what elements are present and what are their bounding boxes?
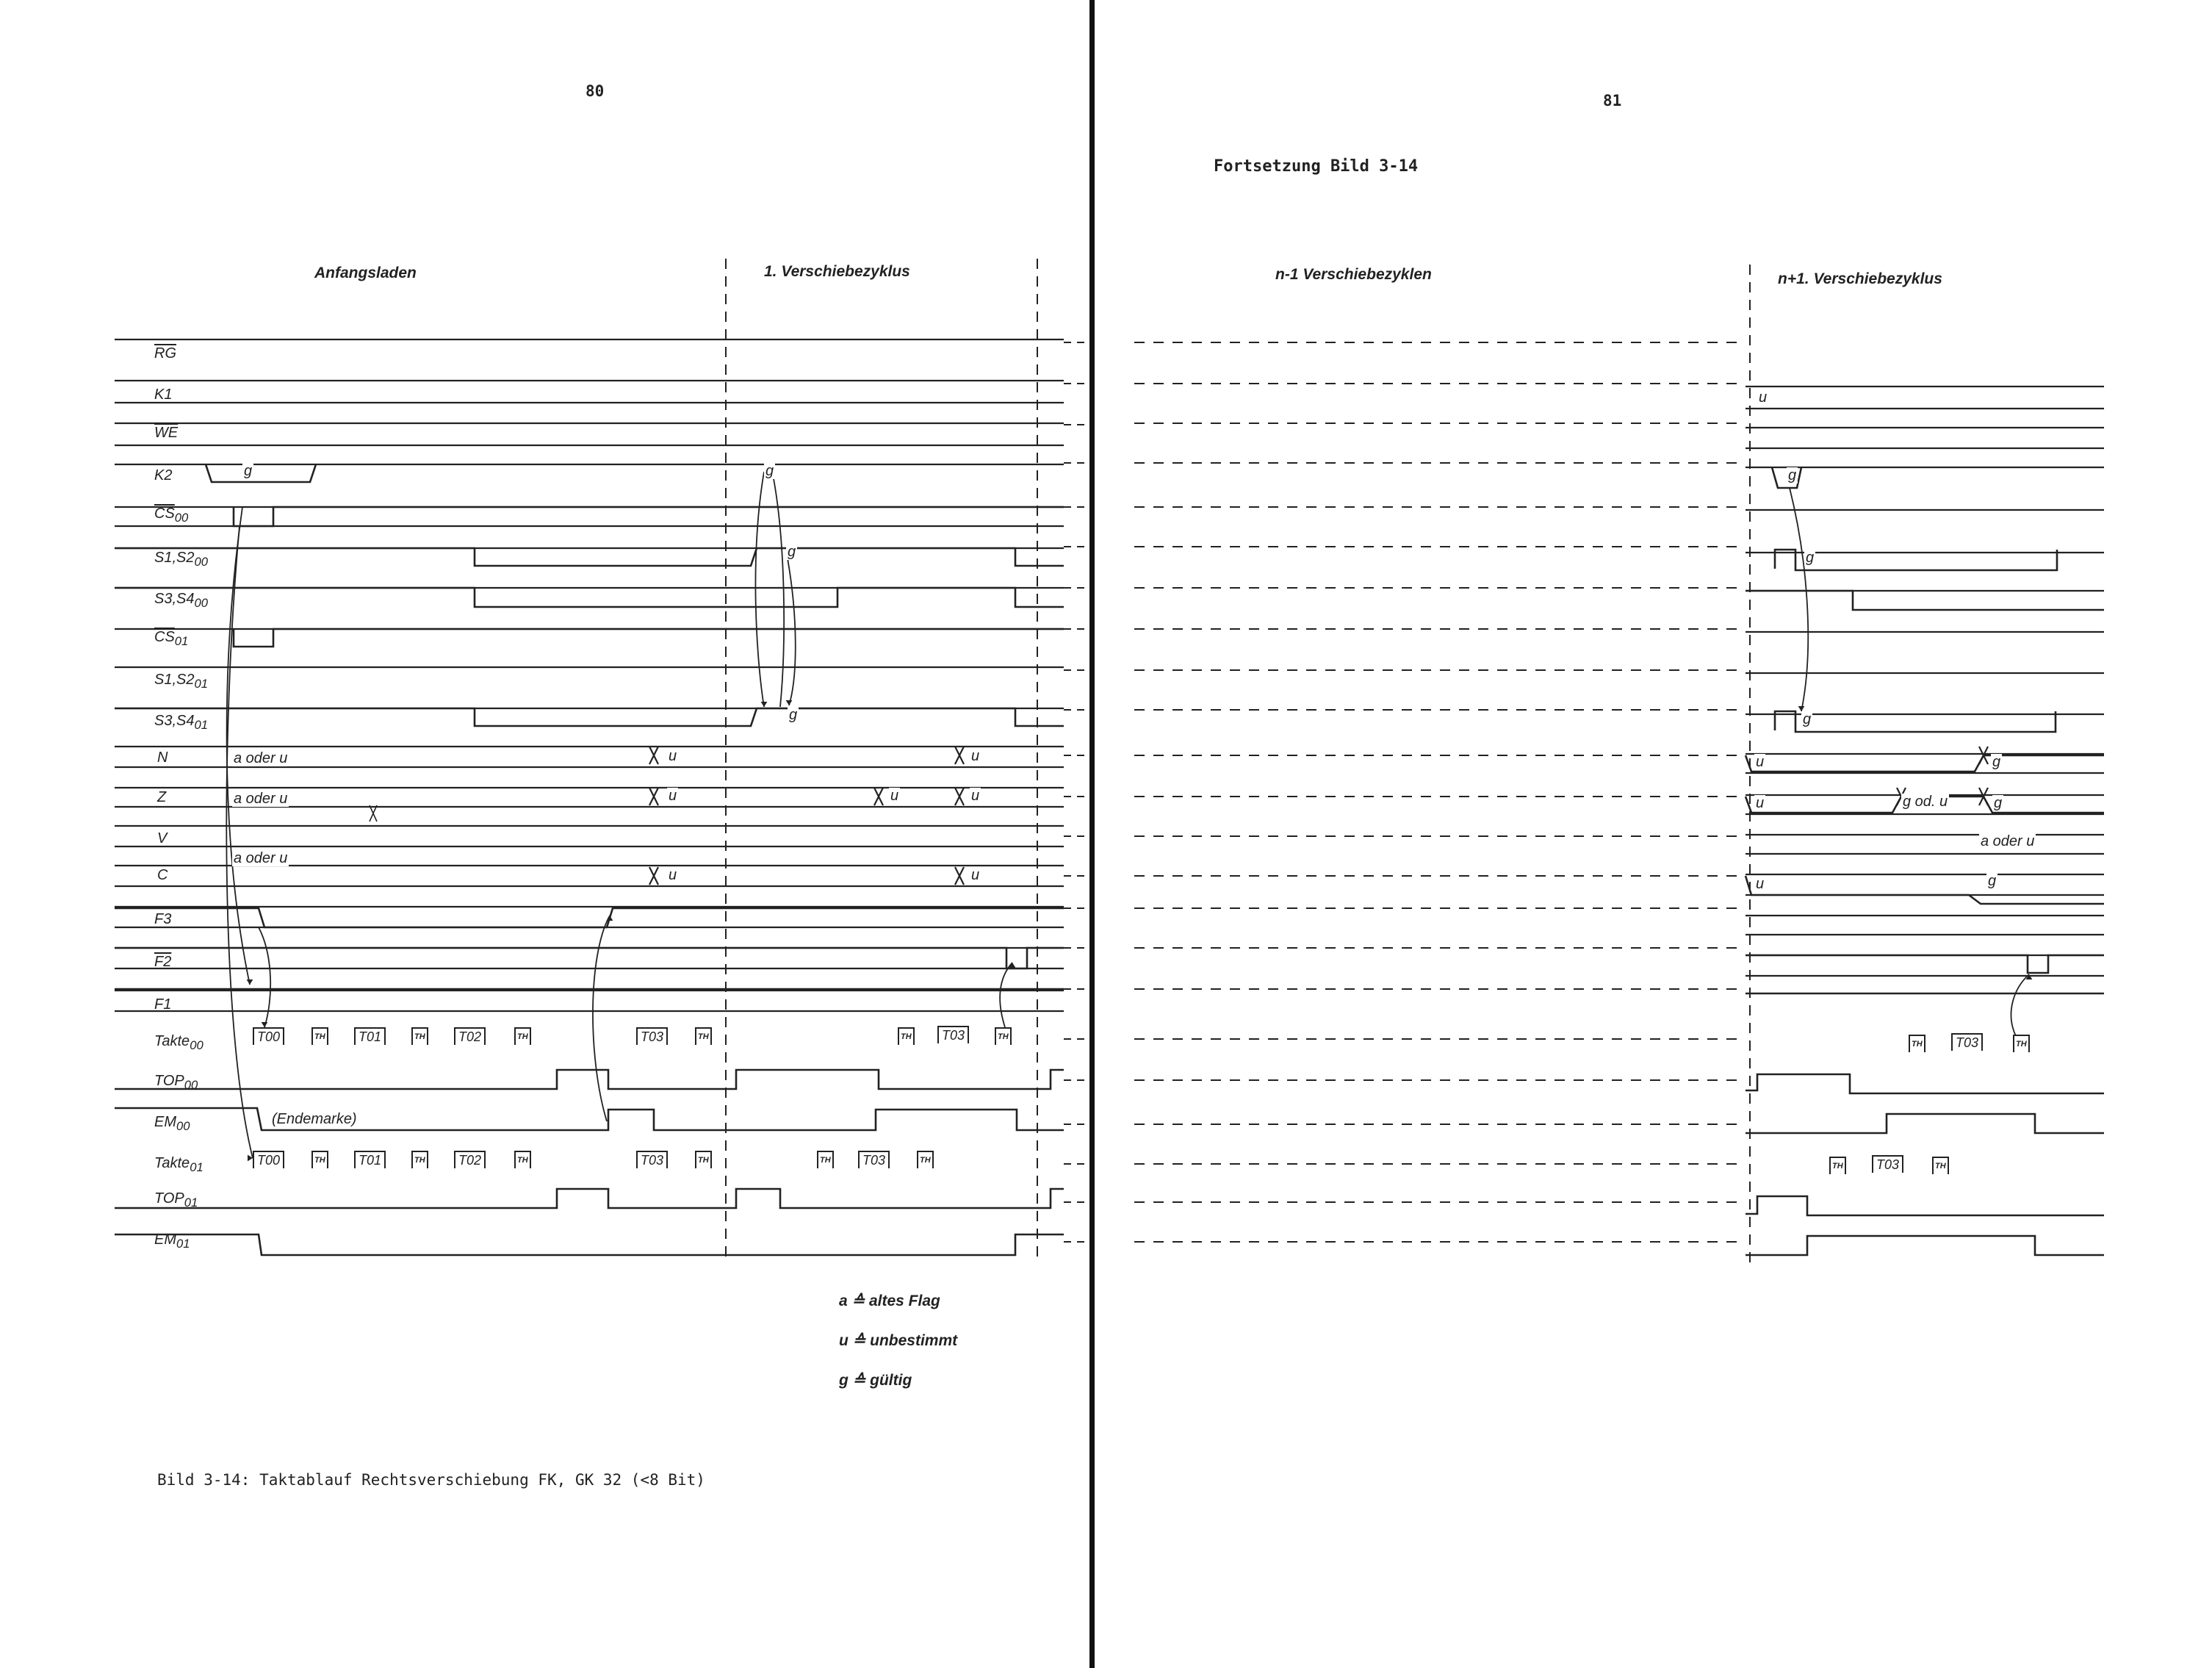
- signal-label-k1: K1: [154, 387, 173, 403]
- top00-waveform: [115, 1070, 1064, 1089]
- bus-crossing-marker: [649, 788, 658, 805]
- signal-label-z: Z: [157, 789, 167, 805]
- signal-label-v: V: [157, 830, 167, 846]
- pulse-takte00-th-2: TH: [411, 1027, 428, 1045]
- signal-label-takte-00: [154, 1033, 203, 1053]
- annotation-c-undefined-right: u: [1756, 876, 1765, 892]
- signal-label-top-00-text: TOP: [154, 1073, 184, 1089]
- pulse-takte01-th-2: TH: [411, 1151, 428, 1168]
- pulse-takte01-right-th-2: TH: [1932, 1157, 1949, 1174]
- signal-label-cs-01: [154, 629, 188, 649]
- arrowhead: [607, 916, 613, 921]
- f2-waveform: [115, 948, 1064, 968]
- annotation-s3s4-01-valid: g: [789, 707, 798, 723]
- signal-label-s3s4-01: [154, 713, 208, 733]
- em00-waveform-right: [1746, 1114, 2104, 1133]
- n-waveform-right: [1746, 755, 2104, 772]
- k2-valid-pulse: [206, 464, 316, 482]
- annotation-z-valid-or-undefined-right: g od. u: [1903, 794, 1948, 810]
- annotation-n-old-or-undefined: a oder u: [234, 750, 288, 766]
- pulse-takte00-t02: T02: [454, 1027, 486, 1045]
- annotation-end-marker: (Endemarke): [272, 1111, 357, 1127]
- signal-label-takte-00-text: Takte: [154, 1033, 190, 1049]
- legend-correspond-sign: ≙: [852, 1332, 866, 1349]
- signal-label-s1s2-01-sub: 01: [194, 677, 209, 691]
- em01-waveform-right: [1746, 1236, 2104, 1255]
- f3-waveform: [115, 908, 1064, 927]
- signal-label-s1s2-00-sub: 00: [194, 555, 209, 569]
- pulse-takte00-t03-cycle1: T03: [937, 1026, 969, 1043]
- signal-label-n: N: [157, 749, 168, 766]
- pulse-takte00-t03: T03: [636, 1027, 668, 1045]
- legend-symbol-a: a: [839, 1293, 848, 1309]
- em01-waveform: [115, 1234, 1064, 1255]
- annotation-v-old-or-undefined: a oder u: [234, 850, 288, 866]
- pulse-takte00-th-4: TH: [695, 1027, 712, 1045]
- signal-label-rg: $\overline{RG}$: [154, 345, 176, 362]
- legend-symbol-g: g: [839, 1372, 849, 1389]
- annotation-z-undefined-1: u: [669, 788, 677, 804]
- page-number-left: 80: [586, 82, 605, 100]
- signal-label-top-00-sub: 00: [184, 1078, 198, 1092]
- annotation-k1-undefined: u: [1759, 389, 1768, 406]
- signal-label-takte-01-text: Takte: [154, 1155, 190, 1171]
- signal-label-cs-01-sub: 01: [174, 634, 189, 648]
- top01-waveform-right: [1746, 1196, 2104, 1215]
- f2-waveform-right: [1746, 955, 2104, 973]
- phase-label-n-minus-1-cycles: n-1 Verschiebezyklen: [1275, 266, 1432, 283]
- legend-row-valid: [839, 1371, 912, 1390]
- annotation-k2-valid-cycle1: g: [765, 463, 774, 479]
- legend-meaning-undefined: unbestimmt: [870, 1332, 958, 1349]
- pulse-takte01-th-6: TH: [917, 1151, 934, 1168]
- signal-label-f3: F3: [154, 911, 172, 927]
- phase-label-anfangsladen: Anfangsladen: [314, 265, 417, 281]
- pulse-takte01-t03: T03: [636, 1151, 668, 1168]
- pulse-takte00-th-5: TH: [898, 1027, 915, 1045]
- pulse-takte01-th-4: TH: [695, 1151, 712, 1168]
- causal-arrow-th-to-f2: [1000, 963, 1012, 1027]
- bus-crossing-marker: [955, 867, 964, 885]
- signal-label-takte-01: [154, 1155, 203, 1175]
- signal-label-top-01: [154, 1190, 198, 1210]
- pulse-takte01-th-1: TH: [311, 1151, 328, 1168]
- annotation-s1s2-00-valid: g: [788, 544, 796, 560]
- bus-crossing-marker: [874, 788, 883, 805]
- pulse-takte00-right-t03: T03: [1951, 1033, 1983, 1051]
- annotation-z-undefined-2: u: [890, 788, 899, 804]
- s3s4-00-waveform: [115, 588, 1064, 607]
- signal-label-cs-00: [154, 506, 188, 525]
- annotation-n-undefined-right: u: [1756, 754, 1765, 770]
- signal-label-em-01-text: EM: [154, 1232, 176, 1248]
- annotation-k2-valid: g: [244, 463, 253, 479]
- bus-crossing-marker: [955, 788, 964, 805]
- signal-label-s1s2-00-text: S1,S2: [154, 550, 195, 566]
- pulse-takte00-th-3: TH: [514, 1027, 531, 1045]
- pulse-takte01-t01: T01: [354, 1151, 386, 1168]
- pulse-takte01-th-5: TH: [817, 1151, 834, 1168]
- page-number-right: 81: [1603, 92, 1622, 109]
- arrowhead: [262, 1022, 268, 1027]
- arrowhead: [761, 702, 768, 707]
- pulse-takte01-t02: T02: [454, 1151, 486, 1168]
- legend-row-undefined: [839, 1331, 957, 1350]
- annotation-s3s4-01-valid-right: g: [1803, 711, 1812, 727]
- legend-symbol-u: u: [839, 1332, 849, 1349]
- signal-label-takte-00-sub: 00: [190, 1038, 203, 1052]
- signal-label-top-00: [154, 1073, 198, 1093]
- signal-label-top-01-text: TOP: [154, 1190, 184, 1207]
- annotation-z-valid-right: g: [1994, 795, 2003, 811]
- causal-arrow-em-to-f3: [593, 916, 610, 1121]
- pulse-takte00-right-th-2: TH: [2013, 1035, 2030, 1052]
- signal-label-em-01-sub: 01: [176, 1237, 190, 1251]
- signal-label-em-00: [154, 1114, 190, 1134]
- annotation-z-undefined-right: u: [1756, 795, 1765, 811]
- causal-arrow-f3-to-t00: [259, 927, 270, 1027]
- legend-meaning-valid: gültig: [870, 1372, 912, 1389]
- pulse-takte01-t00: T00: [253, 1151, 284, 1168]
- bus-crossing-marker: [370, 805, 377, 822]
- annotation-n-undefined-1: u: [669, 748, 677, 764]
- signal-label-em-00-text: EM: [154, 1114, 176, 1130]
- causal-arrow-k2-to-s3s4-b: [773, 475, 784, 707]
- bus-crossing-marker: [955, 747, 964, 764]
- annotation-c-undefined-2: u: [971, 867, 980, 883]
- signal-label-k2: K2: [154, 467, 173, 483]
- signal-label-c: C: [157, 867, 168, 883]
- c-waveform-right: [1746, 876, 2104, 904]
- bus-crossing-marker: [649, 867, 658, 885]
- signal-label-em-00-sub: 00: [176, 1119, 190, 1133]
- legend-meaning-old-flag: altes Flag: [868, 1293, 940, 1309]
- pulse-takte01-right-t03: T03: [1872, 1155, 1903, 1173]
- annotation-s1s2-00-valid-right: g: [1806, 550, 1815, 566]
- causal-arrow-s1s2-to-s3s4: [788, 558, 796, 705]
- s3s4-01-waveform: [115, 708, 1064, 726]
- legend-correspond-sign: ≙: [851, 1293, 865, 1309]
- annotation-k2-valid-right: g: [1788, 467, 1797, 483]
- annotation-c-valid-right: g: [1988, 873, 1997, 889]
- phase-label-n-plus-1-cycle: n+1. Verschiebezyklus: [1778, 270, 1942, 287]
- signal-label-cs-00-sub: 00: [174, 511, 189, 525]
- signal-label-s3s4-00-text: S3,S4: [154, 591, 195, 607]
- pulse-takte01-t03-cycle1: T03: [858, 1151, 890, 1168]
- cs00-waveform: [234, 507, 1064, 526]
- signal-label-s1s2-01: [154, 672, 208, 691]
- signal-label-s3s4-00-sub: 00: [194, 596, 209, 610]
- cs01-waveform: [234, 629, 1064, 647]
- annotation-v-old-or-undefined-right: a oder u: [1981, 833, 2035, 849]
- book-spine: [1089, 0, 1095, 1668]
- top00-waveform-right: [1746, 1074, 2104, 1093]
- signal-label-s3s4-01-text: S3,S4: [154, 713, 195, 729]
- signal-label-em-01: [154, 1232, 190, 1251]
- pulse-takte00-right-th-1: TH: [1909, 1035, 1925, 1052]
- signal-label-top-01-sub: 01: [184, 1196, 198, 1209]
- phase-label-first-shift-cycle: 1. Verschiebezyklus: [764, 263, 910, 280]
- pulse-takte01-right-th-1: TH: [1829, 1157, 1846, 1174]
- legend-row-old-flag: [839, 1292, 940, 1310]
- arrowhead: [247, 979, 253, 985]
- signal-label-takte-01-sub: 01: [190, 1160, 203, 1174]
- annotation-z-old-or-undefined: a oder u: [234, 791, 288, 807]
- top01-waveform: [115, 1189, 1064, 1208]
- em00-waveform: [115, 1108, 1064, 1130]
- bus-crossing-marker: [649, 747, 658, 764]
- figure-caption: Bild 3-14: Taktablauf Rechtsverschiebung FK, GK 32 (<8 Bit): [157, 1471, 705, 1489]
- signal-label-s3s4-01-sub: 01: [194, 718, 209, 732]
- pulse-takte00-th-6: TH: [995, 1027, 1012, 1045]
- annotation-z-undefined-3: u: [971, 788, 980, 804]
- causal-arrow-th-to-f2-right: [2011, 974, 2029, 1036]
- pulse-takte00-t00: T00: [253, 1027, 284, 1045]
- signal-label-s1s2-00: [154, 550, 208, 569]
- arrowhead: [1798, 706, 1805, 711]
- legend-correspond-sign: ≙: [852, 1372, 866, 1389]
- causal-arrow-k2-to-s3s4-right: [1790, 488, 1808, 711]
- signal-label-we: $\overline{WE}$: [154, 425, 179, 441]
- signal-label-cs-00-text: $\overline{CS}$: [154, 506, 175, 522]
- annotation-n-undefined-2: u: [971, 748, 980, 764]
- pulse-takte00-th-1: TH: [311, 1027, 328, 1045]
- continuation-heading: Fortsetzung Bild 3-14: [1214, 157, 1419, 176]
- s1s2-00-waveform: [115, 548, 1064, 566]
- signal-label-f1: F1: [154, 996, 172, 1013]
- signal-label-s3s4-00: [154, 591, 208, 611]
- annotation-n-valid-right: g: [1992, 754, 2001, 770]
- signal-label-cs-01-text: $\overline{CS}$: [154, 629, 175, 645]
- pulse-takte00-t01: T01: [354, 1027, 386, 1045]
- annotation-c-undefined-1: u: [669, 867, 677, 883]
- signal-label-s1s2-01-text: S1,S2: [154, 672, 195, 688]
- arrowhead: [786, 700, 793, 705]
- signal-label-f2: F2: [154, 954, 172, 970]
- pulse-takte01-th-3: TH: [514, 1151, 531, 1168]
- s3s4-00-waveform-right: [1746, 591, 2104, 610]
